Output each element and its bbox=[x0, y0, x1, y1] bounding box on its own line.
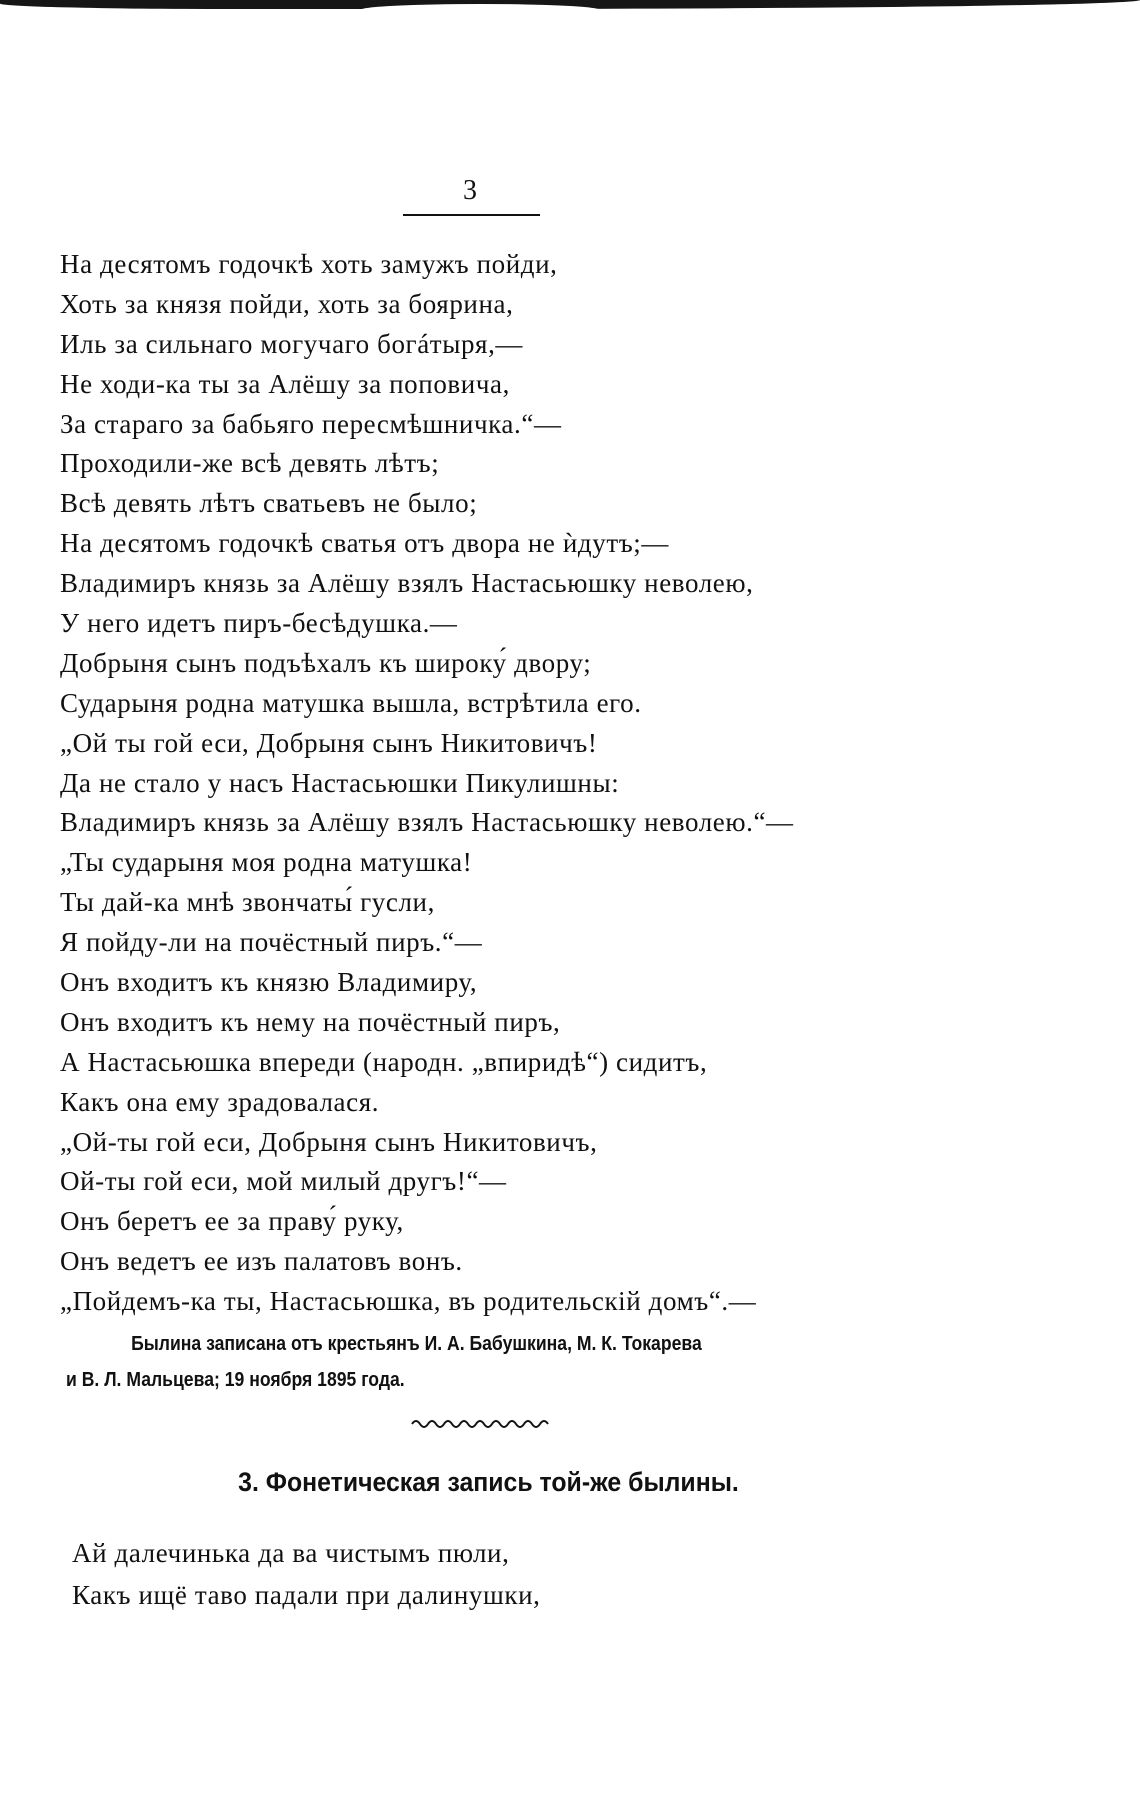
recording-note-line: и В. Л. Мальцева; 19 ноября 1895 года. bbox=[66, 1369, 405, 1391]
verse-line: Владимиръ князь за Алёшу взялъ Настасьюшку неволею, bbox=[60, 568, 754, 599]
verse-block bbox=[60, 245, 1060, 1322]
verse-line: Сударыня родна матушка вышла, встрѣтила его. bbox=[60, 687, 642, 718]
verse-line: Какъ она ему зрадовалася. bbox=[60, 1086, 380, 1117]
verse-line: Онъ ведетъ ее изъ палатовъ вонъ. bbox=[60, 1246, 463, 1277]
recording-note-line: Былина записана отъ крестьянъ И. А. Бабушкина, М. К. Токарева bbox=[131, 1333, 702, 1355]
verse-line: На десятомъ годочкѣ хоть замужъ пойди, bbox=[60, 249, 558, 279]
verse-line: Владимиръ князь за Алёшу взялъ Настасьюшку неволею.“— bbox=[60, 807, 794, 838]
verse-block-2 bbox=[72, 1532, 1072, 1616]
verse-line: У него идетъ пиръ-бесѣдушка.— bbox=[60, 608, 458, 639]
verse-line: „Ой ты гой еси, Добрыня сынъ Никитовичъ! bbox=[60, 727, 598, 758]
verse-line: Я пойду-ли на почёстный пиръ.“— bbox=[60, 927, 483, 958]
verse-line: Да не стало у насъ Настасьюшки Пикулишны: bbox=[60, 767, 620, 798]
page-number-underline bbox=[403, 214, 540, 216]
recording-note bbox=[66, 1326, 814, 1398]
verse-line: Иль за сильнаго могучаго богáтыря,— bbox=[60, 328, 524, 359]
verse-line: „Ты сударыня моя родна матушка! bbox=[60, 847, 473, 878]
verse-line: Ой-ты гой еси, мой милый другъ!“— bbox=[60, 1166, 507, 1197]
section-title-text: 3. Фонетическая запись той-же былины. bbox=[238, 1467, 739, 1497]
verse-line: На десятомъ годочкѣ сватья отъ двора не ѝдутъ;— bbox=[60, 528, 669, 559]
verse-line: „Ой-ты гой еси, Добрыня сынъ Никитовичъ, bbox=[60, 1126, 598, 1157]
verse-line: Онъ входитъ къ нему на почёстный пиръ, bbox=[60, 1006, 561, 1037]
verse-line: За стараго за бабьяго пересмѣшничка.“— bbox=[60, 408, 562, 439]
section-title bbox=[0, 1464, 940, 1500]
verse-line: Ай далечинька да ва чистымъ пюли, bbox=[72, 1538, 510, 1568]
verse-line: Всѣ девять лѣтъ сватьевъ не было; bbox=[60, 488, 478, 519]
verse-line: Ты дай-ка мнѣ звончаты́ гусли, bbox=[60, 887, 435, 918]
verse-line: Хоть за князя пойди, хоть за боярина, bbox=[60, 288, 514, 319]
verse-line: Не ходи-ка ты за Алёшу за поповича, bbox=[60, 368, 510, 399]
verse-line: Онъ беретъ ее за праву́ руку, bbox=[60, 1206, 404, 1237]
verse-line: А Настасьюшка впереди (народн. „впиридѣ“) сидитъ, bbox=[60, 1046, 708, 1077]
verse-line: Проходили-же всѣ девять лѣтъ; bbox=[60, 448, 440, 479]
top-border-gap bbox=[360, 4, 600, 10]
page-number: 3 bbox=[463, 175, 477, 206]
wavy-divider bbox=[410, 1416, 550, 1430]
verse-line: Добрыня сынъ подъѣхалъ къ широку́ двору; bbox=[60, 647, 592, 678]
verse-line: Какъ ищё таво падали при далинушки, bbox=[72, 1580, 541, 1610]
verse-line: Онъ входитъ къ князю Владимиру, bbox=[60, 967, 478, 998]
verse-line: „Пойдемъ-ка ты, Настасьюшка, въ родительскій домъ“.— bbox=[60, 1286, 757, 1317]
